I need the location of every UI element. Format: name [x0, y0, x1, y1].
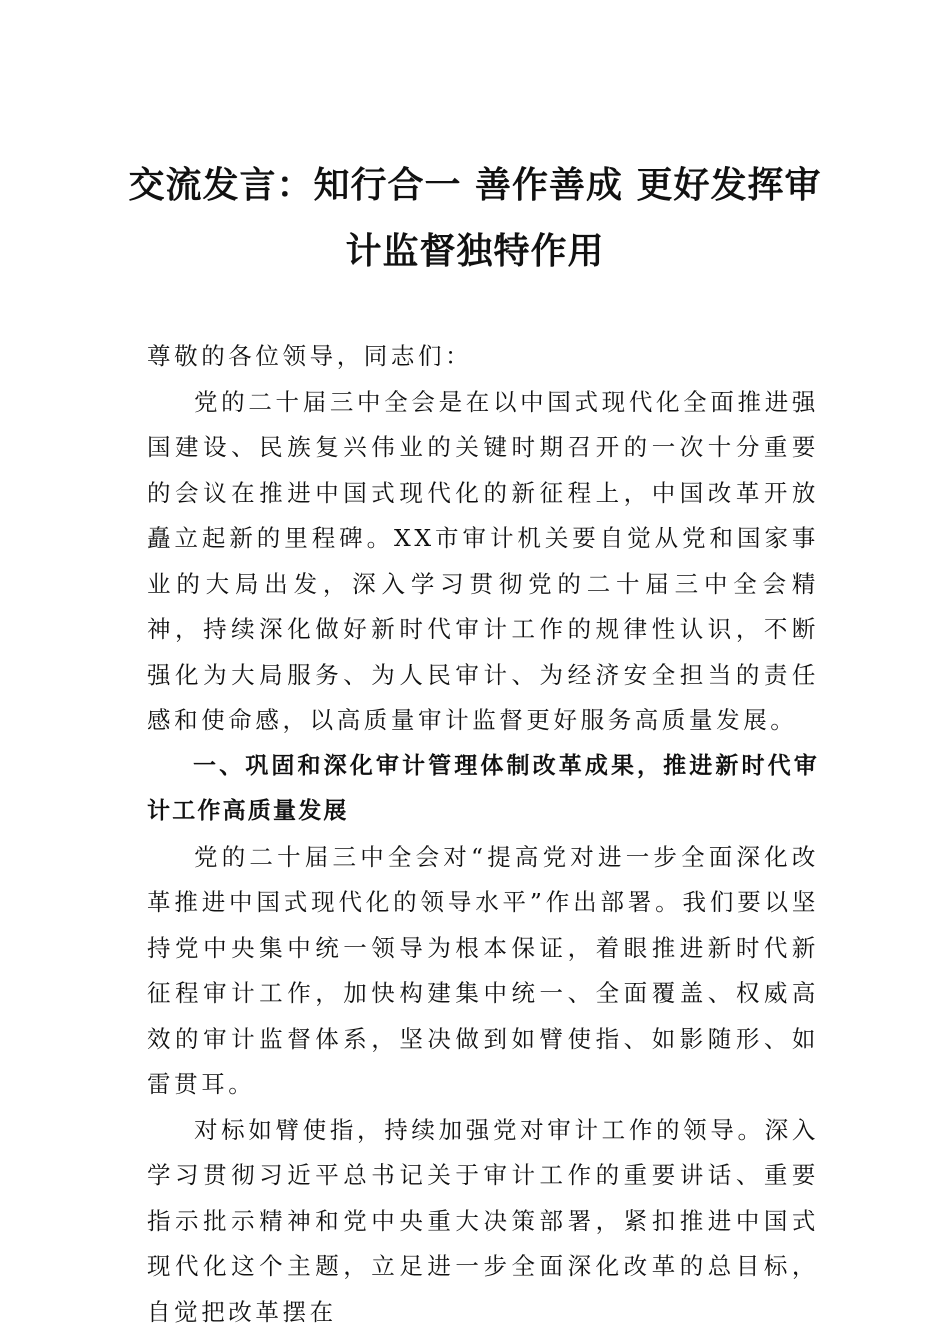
document-body: [147, 334, 819, 1335]
salutation: 尊敬的各位领导，同志们：: [147, 342, 473, 370]
document-title: 交流发言：知行合一 善作善成 更好发挥审计监督独特作用: [128, 164, 822, 272]
section-heading-1: 一、巩固和深化审计管理体制改革成果，推进新时代审计工作高质量发展: [147, 752, 819, 824]
paragraph-intro: 党的二十届三中全会是在以中国式现代化全面推进强国建设、民族复兴伟业的关键时期召开的一次十分重要的会议在推进中国式现代化的新征程上，中国改革开放矗立起新的里程碑。XX市审计机关要自觉从党和国家事业的大局出发，深入学习贯彻党的二十届三中全会精神，持续深化做好新时代审计工作的规律性认识，不断强化为大局服务、为人民审计、为经济安全担当的责任感和使命感，以高质量审计监督更好服务高质量发展。: [147, 387, 819, 734]
paragraph-leadership: 对标如臂使指，持续加强党对审计工作的领导。深入学习贯彻习近平总书记关于审计工作的重要讲话、重要指示批示精神和党中央重大决策部署，紧扣推进中国式现代化这个主题，立足进一步全面深化改革的总目标，自觉把改革摆在: [147, 1115, 819, 1326]
paragraph-section-1: 党的二十届三中全会对“提高党对进一步全面深化改革推进中国式现代化的领导水平”作出部署。我们要以坚持党中央集中统一领导为根本保证，着眼推进新时代新征程审计工作，加快构建集中统一、全面覆盖、权威高效的审计监督体系，坚决做到如臂使指、如影随形、如雷贯耳。: [147, 842, 819, 1098]
